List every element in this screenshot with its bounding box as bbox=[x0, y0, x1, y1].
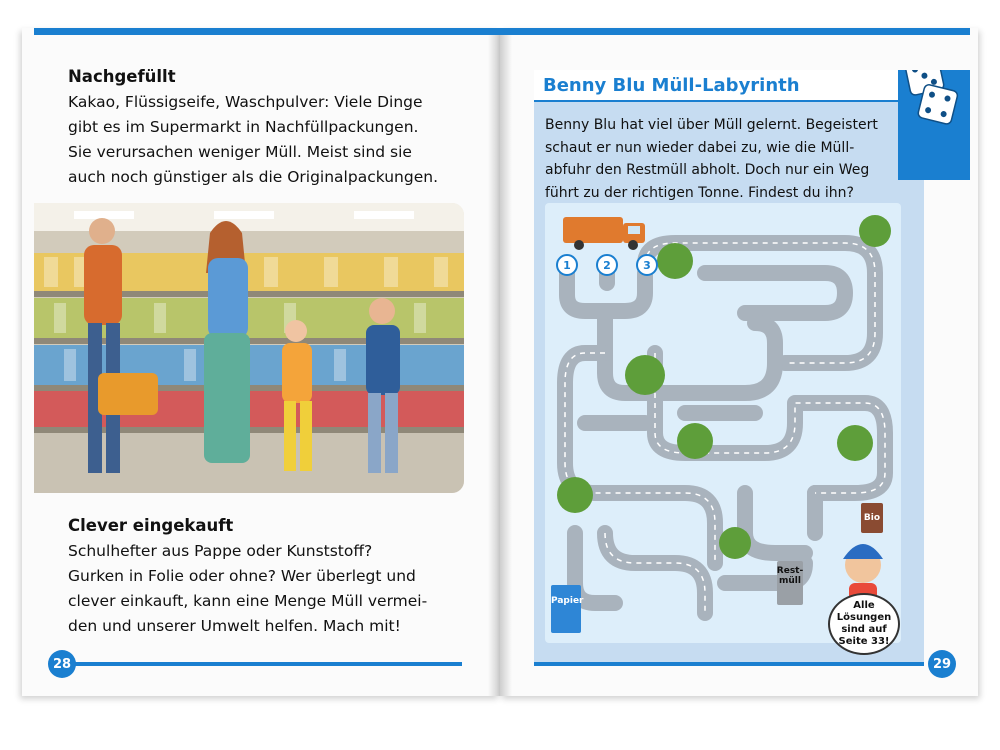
page-number-right: 29 bbox=[928, 650, 956, 678]
bin-label-restmuell bbox=[776, 566, 804, 586]
solution-hint-bubble bbox=[828, 593, 900, 655]
text-line: Gurken in Folie oder ohne? Wer überlegt und bbox=[68, 567, 416, 585]
bin-label-line: Rest- bbox=[776, 566, 804, 576]
bubble-line: sind auf bbox=[841, 624, 887, 635]
text-line: clever einkauft, kann eine Menge Müll vermei- bbox=[68, 592, 428, 610]
start-number-2: 2 bbox=[596, 254, 618, 276]
right-footer-line bbox=[534, 662, 924, 666]
start-number-3: 3 bbox=[636, 254, 658, 276]
text-line: schaut er nun wieder dabei zu, wie die Müll- bbox=[545, 139, 855, 156]
section-text-clever-eingekauft bbox=[68, 539, 427, 639]
bin-label-bio: Bio bbox=[863, 513, 881, 523]
bubble-line: Alle bbox=[853, 600, 875, 611]
text-line: Kakao, Flüssigseife, Waschpulver: Viele Dinge bbox=[68, 93, 423, 111]
bin-label-papier: Papier bbox=[551, 596, 584, 606]
section-heading-clever-eingekauft: Clever eingekauft bbox=[68, 516, 234, 535]
dice-badge bbox=[898, 70, 970, 180]
book-gutter bbox=[488, 28, 512, 696]
left-footer-line bbox=[62, 662, 462, 666]
right-top-border bbox=[500, 28, 970, 35]
supermarket-illustration bbox=[34, 203, 464, 493]
section-heading-nachgefuellt: Nachgefüllt bbox=[68, 67, 176, 86]
page-title: Benny Blu Müll-Labyrinth bbox=[543, 75, 800, 96]
text-line: den und unserer Umwelt helfen. Mach mit! bbox=[68, 617, 401, 635]
bubble-line: Lösungen bbox=[836, 612, 892, 623]
text-line: Benny Blu hat viel über Müll gelernt. Begeistert bbox=[545, 117, 878, 133]
start-number-1: 1 bbox=[556, 254, 578, 276]
bin-label-line: müll bbox=[779, 576, 801, 586]
text-line: abfuhr den Restmüll abholt. Doch nur ein Weg bbox=[545, 162, 870, 178]
text-line: gibt es im Supermarkt in Nachfüllpackungen. bbox=[68, 118, 419, 136]
text-line: Schulhefter aus Pappe oder Kunststoff? bbox=[68, 542, 373, 560]
text-line: führt zu der richtigen Tonne. Findest du ihn? bbox=[545, 184, 854, 201]
section-text-nachgefuellt bbox=[68, 90, 438, 190]
bubble-line: Seite 33! bbox=[838, 636, 890, 647]
left-top-border bbox=[34, 28, 500, 35]
text-line: auch noch günstiger als die Originalpackungen. bbox=[68, 168, 438, 186]
garbage-truck-icon bbox=[563, 217, 645, 250]
page-number-left: 28 bbox=[48, 650, 76, 678]
supermarket-scene-icon bbox=[34, 203, 464, 493]
text-line: Sie verursachen weniger Müll. Meist sind sie bbox=[68, 143, 412, 161]
dice-icon bbox=[898, 70, 970, 180]
maze-intro-text bbox=[545, 114, 878, 204]
